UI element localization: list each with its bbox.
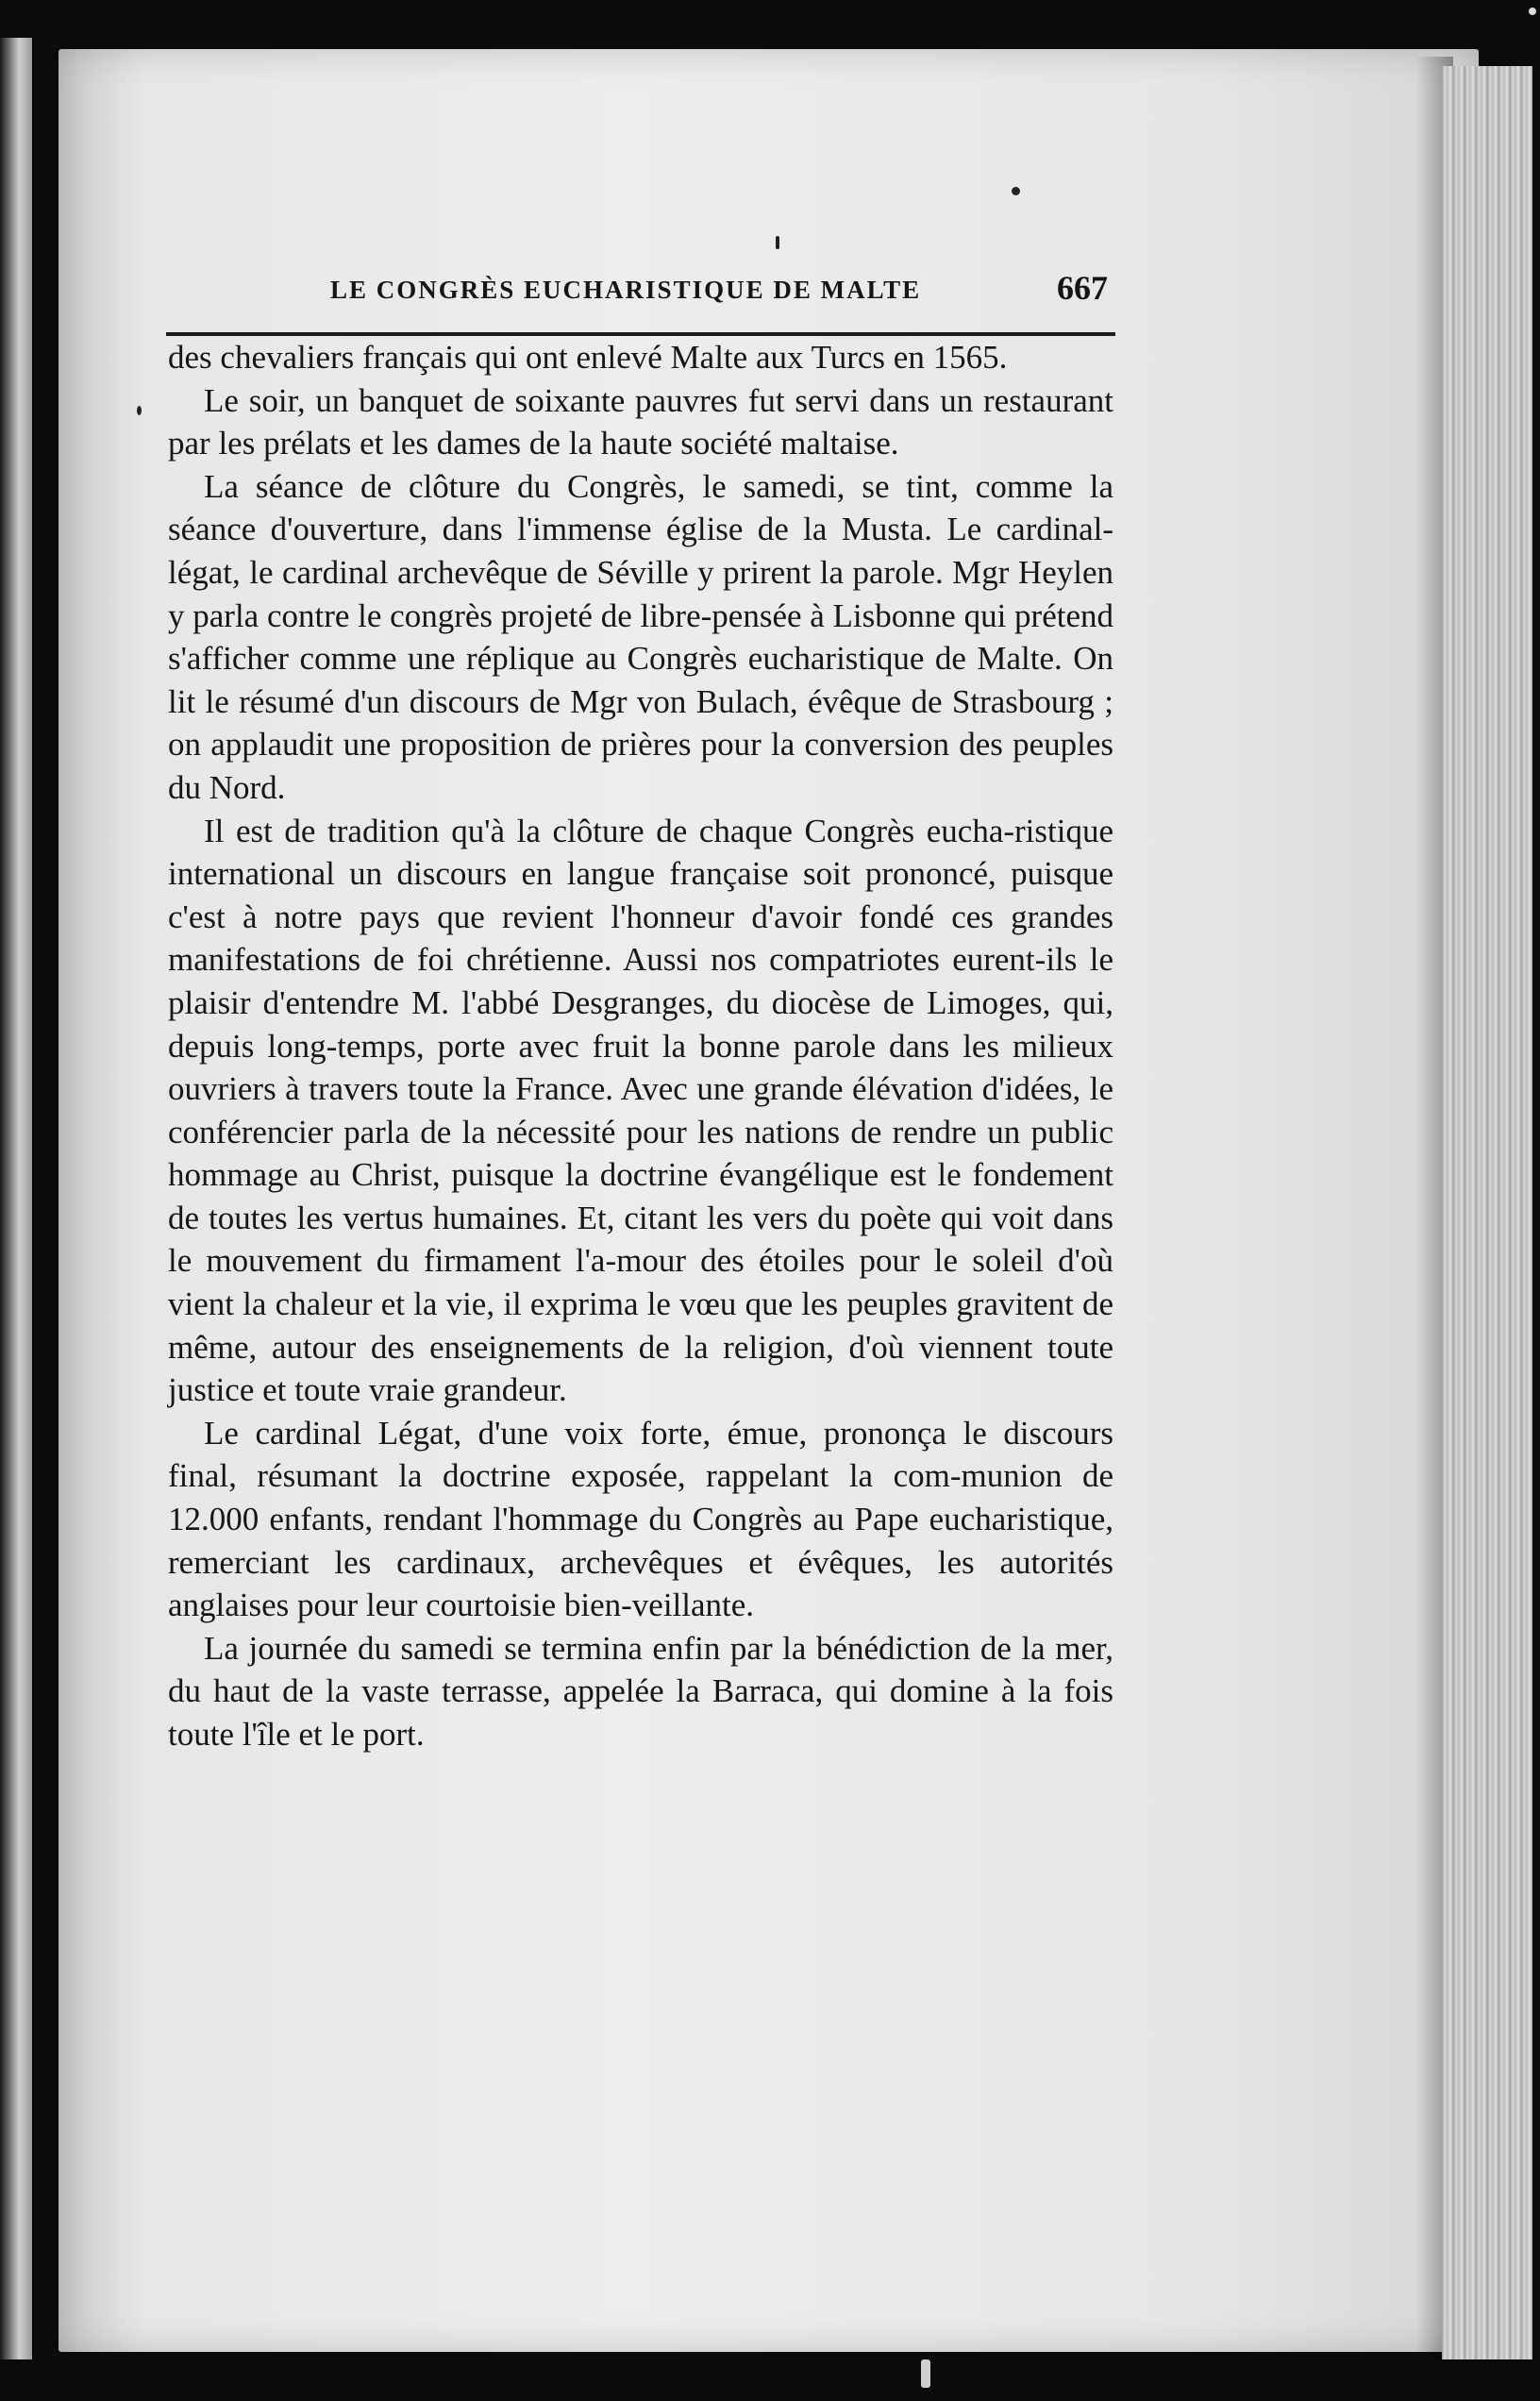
paragraph: Le cardinal Légat, d'une voix forte, émue, prononça le discours final, résumant la doctrine exposée, rappelant la com-munion de 12.000 enfants, rendant l'hommage du Congrès au Pape eucharistique, remerciant les cardinaux, archevêques et évêques, les autorités anglaises pour leur courtoisie bien-veillante. bbox=[168, 1414, 1113, 1624]
facing-page-edge bbox=[0, 38, 32, 2359]
paragraph: Le soir, un banquet de soixante pauvres fut servi dans un restaurant par les prélats et les dames de la haute société maltaise. bbox=[168, 381, 1113, 462]
running-head: LE CONGRÈS EUCHARISTIQUE DE MALTE bbox=[330, 276, 922, 304]
body-text bbox=[168, 336, 1113, 1756]
dust-speck bbox=[137, 406, 142, 415]
dust-speck bbox=[921, 2359, 930, 2388]
dust-speck bbox=[776, 236, 779, 249]
dust-speck bbox=[1012, 187, 1020, 195]
page-header bbox=[330, 268, 1113, 321]
paragraph: Il est de tradition qu'à la clôture de chaque Congrès eucha-ristique international un discours en langue française soit prononcé, puisque c'est à notre pays que revient l'honneur d'avoir fondé ces grandes manifestations de foi chrétienne. Aussi nos compatriotes eurent-ils le plaisir d'entendre M. l'abbé Desgranges, du diocèse de Limoges, qui, depuis long-temps, porte avec fruit la bonne parole dans les milieux ouvriers à travers toute la France. Avec une grande élévation d'idées, le conférencier parla de la nécessité pour les nations de rendre un public hommage au Christ, puisque la doctrine évangélique est le fondement de toutes les vertus humaines. Et, citant les vers du poète qui voit dans le mouvement du firmament l'a-mour des étoiles pour le soleil d'où vient la chaleur et la vie, il exprima le vœu que les peuples gravitent de même, autour des enseignements de la religion, d'où viennent toute justice et toute vraie grandeur. bbox=[168, 812, 1113, 1409]
page-number: 667 bbox=[1057, 269, 1108, 307]
dust-speck bbox=[1529, 8, 1536, 15]
paragraph: La journée du samedi se termina enfin par la bénédiction de la mer, du haut de la vaste terrasse, appelée la Barraca, qui domine à la fois toute l'île et le port. bbox=[168, 1629, 1113, 1753]
paragraph: La séance de clôture du Congrès, le samedi, se tint, comme la séance d'ouverture, dans l'immense église de la Musta. Le cardinal-légat, le cardinal archevêque de Séville y prirent la parole. Mgr Heylen y parla contre le congrès projeté de libre-pensée à Lisbonne qui prétend s'afficher comme une réplique au Congrès eucharistique de Malte. On lit le résumé d'un discours de Mgr von Bulach, évêque de Strasbourg ; on applaudit une proposition de prières pour la conversion des peuples du Nord. bbox=[168, 467, 1113, 806]
stacked-page-edges bbox=[1442, 66, 1532, 2359]
paragraph: des chevaliers français qui ont enlevé Malte aux Turcs en 1565. bbox=[168, 339, 1008, 376]
